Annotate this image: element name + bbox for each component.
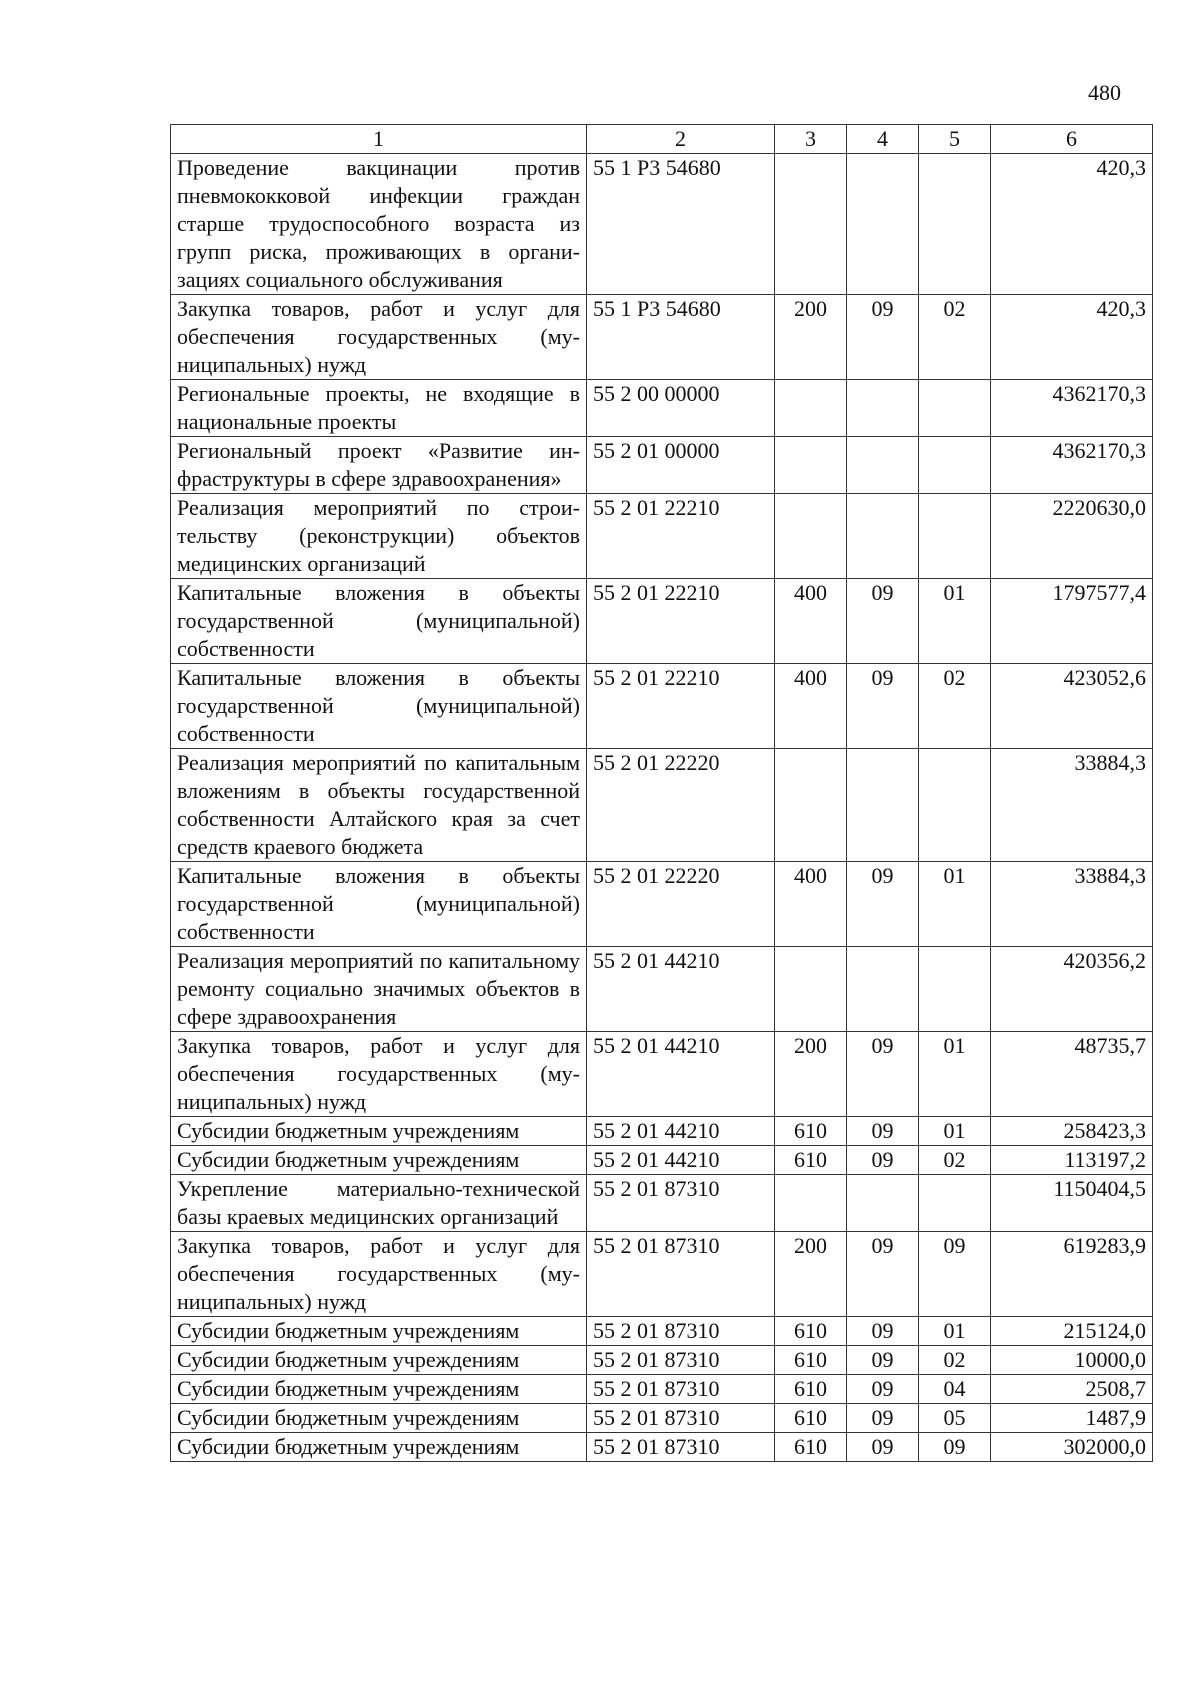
column-header-2: 2 xyxy=(587,125,775,154)
row-description: Субсидии бюджетным учреждениям xyxy=(171,1433,587,1462)
table-row xyxy=(171,749,1153,862)
row-col-3: 610 xyxy=(775,1404,847,1433)
row-col-5: 04 xyxy=(919,1375,991,1404)
table-row xyxy=(171,380,1153,437)
row-col-3: 610 xyxy=(775,1433,847,1462)
row-col-5: 02 xyxy=(919,295,991,380)
row-col-5 xyxy=(919,437,991,494)
row-code: 55 1 Р3 54680 xyxy=(587,154,775,295)
row-code: 55 2 01 22220 xyxy=(587,749,775,862)
row-col-4: 09 xyxy=(847,579,919,664)
row-col-5: 02 xyxy=(919,664,991,749)
row-description: Субсидии бюджетным учреждениям xyxy=(171,1117,587,1146)
row-amount: 258423,3 xyxy=(991,1117,1153,1146)
row-col-3 xyxy=(775,494,847,579)
row-amount: 33884,3 xyxy=(991,749,1153,862)
row-col-3: 400 xyxy=(775,664,847,749)
table-body xyxy=(171,154,1153,1462)
row-description: Субсидии бюджетным учреждениям xyxy=(171,1346,587,1375)
row-amount: 420356,2 xyxy=(991,947,1153,1032)
row-col-4 xyxy=(847,154,919,295)
row-amount: 1487,9 xyxy=(991,1404,1153,1433)
row-col-4 xyxy=(847,437,919,494)
table-row xyxy=(171,494,1153,579)
table-row xyxy=(171,664,1153,749)
row-col-4: 09 xyxy=(847,1404,919,1433)
row-description: Проведение вакцинации против пневмококковой инфекции граждан старше трудоспособного возраста из групп риска, проживающих в организациях социального обслуживания xyxy=(171,154,587,295)
row-code: 55 2 01 44210 xyxy=(587,1146,775,1175)
row-code: 55 2 01 87310 xyxy=(587,1375,775,1404)
table-row xyxy=(171,1375,1153,1404)
row-col-5: 01 xyxy=(919,1032,991,1117)
row-col-5 xyxy=(919,494,991,579)
row-col-4: 09 xyxy=(847,664,919,749)
row-code: 55 2 01 22210 xyxy=(587,494,775,579)
row-col-4: 09 xyxy=(847,1375,919,1404)
row-col-3 xyxy=(775,1175,847,1232)
row-code: 55 2 01 44210 xyxy=(587,1032,775,1117)
row-col-3: 200 xyxy=(775,1032,847,1117)
table-row xyxy=(171,1346,1153,1375)
row-code: 55 2 01 22220 xyxy=(587,862,775,947)
row-description: Субсидии бюджетным учреждениям xyxy=(171,1146,587,1175)
row-col-3: 200 xyxy=(775,295,847,380)
row-description: Капитальные вложения в объекты государственной (муниципальной) собственности xyxy=(171,664,587,749)
row-description: Реализация мероприятий по капитальным вложениям в объекты государственной собственности Алтайского края за счет средств краевого бюджета xyxy=(171,749,587,862)
row-col-3: 610 xyxy=(775,1117,847,1146)
row-col-5: 02 xyxy=(919,1146,991,1175)
row-amount: 48735,7 xyxy=(991,1032,1153,1117)
row-code: 55 2 01 44210 xyxy=(587,1117,775,1146)
table-row xyxy=(171,1117,1153,1146)
row-col-5 xyxy=(919,1175,991,1232)
column-header-3: 3 xyxy=(775,125,847,154)
row-description: Субсидии бюджетным учреждениям xyxy=(171,1404,587,1433)
row-amount: 619283,9 xyxy=(991,1232,1153,1317)
row-code: 55 2 01 87310 xyxy=(587,1433,775,1462)
row-col-5: 09 xyxy=(919,1433,991,1462)
row-description: Закупка товаров, работ и услуг для обеспечения государственных (муниципальных) нужд xyxy=(171,1232,587,1317)
row-description: Реализация мероприятий по строительству (реконструкции) объектов медицинских организаций xyxy=(171,494,587,579)
row-col-5: 01 xyxy=(919,1317,991,1346)
row-description: Реализация мероприятий по капитальному ремонту социально значимых объектов в сфере здравоохранения xyxy=(171,947,587,1032)
row-col-4: 09 xyxy=(847,1433,919,1462)
row-col-5: 01 xyxy=(919,1117,991,1146)
row-col-3: 610 xyxy=(775,1317,847,1346)
row-col-3 xyxy=(775,947,847,1032)
row-col-5 xyxy=(919,947,991,1032)
table-row xyxy=(171,1232,1153,1317)
row-amount: 215124,0 xyxy=(991,1317,1153,1346)
table-row xyxy=(171,1404,1153,1433)
table-row xyxy=(171,1032,1153,1117)
table-row xyxy=(171,947,1153,1032)
row-col-5 xyxy=(919,154,991,295)
row-col-4: 09 xyxy=(847,1117,919,1146)
column-header-1: 1 xyxy=(171,125,587,154)
row-col-3: 200 xyxy=(775,1232,847,1317)
row-code: 55 2 00 00000 xyxy=(587,380,775,437)
table-row xyxy=(171,1175,1153,1232)
row-col-4 xyxy=(847,947,919,1032)
row-amount: 4362170,3 xyxy=(991,380,1153,437)
row-code: 55 2 01 22210 xyxy=(587,664,775,749)
row-col-4: 09 xyxy=(847,1146,919,1175)
row-col-5: 01 xyxy=(919,579,991,664)
row-code: 55 2 01 00000 xyxy=(587,437,775,494)
row-col-3 xyxy=(775,437,847,494)
row-col-3: 610 xyxy=(775,1346,847,1375)
header-row xyxy=(171,125,1153,154)
row-code: 55 2 01 87310 xyxy=(587,1175,775,1232)
row-col-3 xyxy=(775,380,847,437)
row-amount: 423052,6 xyxy=(991,664,1153,749)
row-col-4: 09 xyxy=(847,1032,919,1117)
row-description: Субсидии бюджетным учреждениям xyxy=(171,1375,587,1404)
row-col-3: 400 xyxy=(775,862,847,947)
row-col-3 xyxy=(775,154,847,295)
column-header-6: 6 xyxy=(991,125,1153,154)
row-amount: 420,3 xyxy=(991,295,1153,380)
table-row xyxy=(171,1146,1153,1175)
row-code: 55 2 01 87310 xyxy=(587,1317,775,1346)
row-col-5: 02 xyxy=(919,1346,991,1375)
table-row xyxy=(171,154,1153,295)
row-col-4 xyxy=(847,1175,919,1232)
row-amount: 33884,3 xyxy=(991,862,1153,947)
row-code: 55 2 01 87310 xyxy=(587,1232,775,1317)
row-col-5 xyxy=(919,380,991,437)
row-col-4 xyxy=(847,749,919,862)
row-amount: 10000,0 xyxy=(991,1346,1153,1375)
row-amount: 1150404,5 xyxy=(991,1175,1153,1232)
row-amount: 4362170,3 xyxy=(991,437,1153,494)
table-row xyxy=(171,437,1153,494)
row-code: 55 2 01 22210 xyxy=(587,579,775,664)
table-row xyxy=(171,1317,1153,1346)
row-col-5: 01 xyxy=(919,862,991,947)
row-amount: 2220630,0 xyxy=(991,494,1153,579)
row-description: Закупка товаров, работ и услуг для обеспечения государственных (муниципальных) нужд xyxy=(171,1032,587,1117)
row-description: Субсидии бюджетным учреждениям xyxy=(171,1317,587,1346)
row-description: Региональные проекты, не входящие в национальные проекты xyxy=(171,380,587,437)
row-description: Закупка товаров, работ и услуг для обеспечения государственных (муниципальных) нужд xyxy=(171,295,587,380)
row-amount: 420,3 xyxy=(991,154,1153,295)
table-row xyxy=(171,295,1153,380)
row-code: 55 2 01 44210 xyxy=(587,947,775,1032)
row-col-5: 09 xyxy=(919,1232,991,1317)
row-code: 55 2 01 87310 xyxy=(587,1346,775,1375)
page-number: 480 xyxy=(1088,80,1121,105)
row-col-4: 09 xyxy=(847,1317,919,1346)
table-header xyxy=(171,125,1153,154)
row-col-4: 09 xyxy=(847,1346,919,1375)
budget-table xyxy=(170,124,1153,1462)
row-col-4: 09 xyxy=(847,862,919,947)
column-header-5: 5 xyxy=(919,125,991,154)
row-col-3: 400 xyxy=(775,579,847,664)
row-code: 55 1 Р3 54680 xyxy=(587,295,775,380)
row-description: Капитальные вложения в объекты государственной (муниципальной) собственности xyxy=(171,579,587,664)
row-amount: 302000,0 xyxy=(991,1433,1153,1462)
row-description: Укрепление материально-технической базы краевых медицинских организаций xyxy=(171,1175,587,1232)
row-amount: 113197,2 xyxy=(991,1146,1153,1175)
row-col-5: 05 xyxy=(919,1404,991,1433)
row-col-3: 610 xyxy=(775,1375,847,1404)
row-col-3: 610 xyxy=(775,1146,847,1175)
row-description: Капитальные вложения в объекты государственной (муниципальной) собственности xyxy=(171,862,587,947)
row-description: Региональный проект «Развитие инфраструктуры в сфере здравоохранения» xyxy=(171,437,587,494)
row-amount: 1797577,4 xyxy=(991,579,1153,664)
row-code: 55 2 01 87310 xyxy=(587,1404,775,1433)
table-row xyxy=(171,579,1153,664)
row-col-4: 09 xyxy=(847,295,919,380)
row-col-3 xyxy=(775,749,847,862)
table-row xyxy=(171,1433,1153,1462)
table-row xyxy=(171,862,1153,947)
row-amount: 2508,7 xyxy=(991,1375,1153,1404)
row-col-4 xyxy=(847,380,919,437)
row-col-4: 09 xyxy=(847,1232,919,1317)
column-header-4: 4 xyxy=(847,125,919,154)
row-col-5 xyxy=(919,749,991,862)
row-col-4 xyxy=(847,494,919,579)
